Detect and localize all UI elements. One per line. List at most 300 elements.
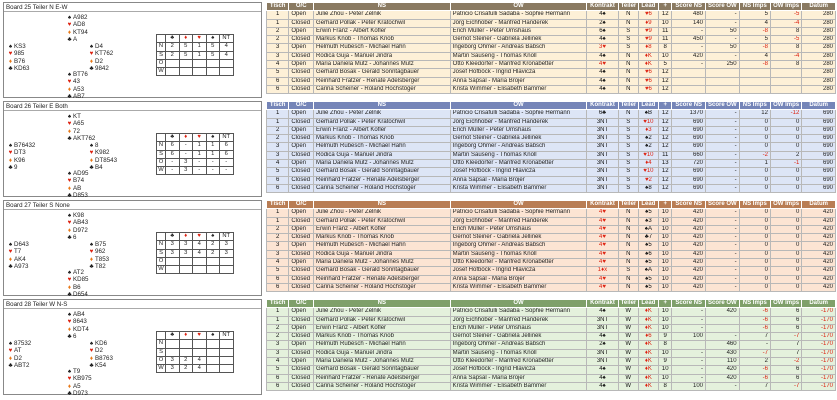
score-ow: - bbox=[706, 168, 740, 176]
ns-pair: Maria Daniela Mutz - Johannes Mutz bbox=[314, 259, 451, 267]
dd-tricks bbox=[220, 356, 234, 364]
result-row[interactable] bbox=[267, 259, 836, 267]
ow-imps: -12 bbox=[770, 110, 801, 118]
diamond-icon: ♦ bbox=[67, 127, 72, 135]
dd-row bbox=[157, 266, 234, 274]
header-ow-imps: OW Imps bbox=[770, 201, 801, 209]
result-row[interactable] bbox=[267, 374, 836, 382]
east-heart-cards: KT762 bbox=[95, 50, 114, 58]
table-number: 1 bbox=[267, 316, 289, 324]
result-row[interactable] bbox=[267, 382, 836, 390]
dd-tricks: - bbox=[220, 158, 234, 166]
lead: ♦K bbox=[638, 308, 658, 316]
dd-tricks: 6 bbox=[166, 142, 180, 150]
south-spade-cards: AD95 bbox=[73, 170, 89, 177]
east-hand bbox=[88, 142, 146, 172]
score-ow: - bbox=[706, 209, 740, 217]
open-closed: Closed bbox=[289, 275, 314, 283]
west-heart-cards: AT bbox=[14, 347, 22, 355]
header-dealer: Teiler bbox=[618, 3, 638, 11]
result-row[interactable] bbox=[267, 61, 836, 69]
dd-tricks bbox=[220, 257, 234, 265]
ns-pair: Helmuth Rubesch - Michael Hahn bbox=[314, 143, 451, 151]
north-spade-line bbox=[66, 311, 124, 318]
dealer: W bbox=[618, 333, 638, 341]
contract: 4♠ bbox=[587, 77, 618, 85]
dealer: S bbox=[618, 168, 638, 176]
west-diamond-line bbox=[7, 58, 65, 65]
west-spade-cards: B76432 bbox=[14, 142, 36, 149]
result-row[interactable] bbox=[267, 209, 836, 217]
date: 690 bbox=[802, 184, 836, 192]
result-row[interactable] bbox=[267, 358, 836, 366]
score-ow: - bbox=[706, 267, 740, 275]
ns-pair: Helmuth Rubesch - Michael Hahn bbox=[314, 341, 451, 349]
tricks: 10 bbox=[658, 308, 671, 316]
club-icon: ♣ bbox=[89, 164, 94, 172]
date: 280 bbox=[802, 27, 836, 35]
dealer: W bbox=[618, 308, 638, 316]
table-number: 5 bbox=[267, 267, 289, 275]
dealer: W bbox=[618, 358, 638, 366]
dealer: W bbox=[618, 341, 638, 349]
dd-tricks: 6 bbox=[220, 142, 234, 150]
north-hand bbox=[66, 113, 124, 143]
ow-imps: 7 bbox=[770, 349, 801, 357]
dd-tricks: 5 bbox=[206, 51, 220, 59]
header-ns-imps: NS Imps bbox=[739, 102, 770, 110]
diamond-icon: ♦ bbox=[89, 354, 94, 362]
south-diamond-line bbox=[66, 185, 124, 192]
ns-pair: Gerhard Pollak - Peter Kratochwil bbox=[314, 118, 451, 126]
dd-tricks bbox=[220, 340, 234, 348]
ow-pair: Krista Wimmer - Elisabeth Bammer bbox=[450, 283, 587, 291]
dd-tricks: 1 bbox=[193, 150, 207, 158]
ns-imps: 0 bbox=[739, 135, 770, 143]
open-closed: Closed bbox=[289, 267, 314, 275]
tricks: 10 bbox=[658, 366, 671, 374]
ns-imps: 0 bbox=[739, 143, 770, 151]
score-ns: 420 bbox=[672, 217, 706, 225]
score-ow: - bbox=[706, 118, 740, 126]
contract: 2♠ bbox=[587, 19, 618, 27]
ns-pair: Reinhard Fratzer - Renate Adelsberger bbox=[314, 77, 451, 85]
dealer: N bbox=[618, 69, 638, 77]
result-row[interactable] bbox=[267, 341, 836, 349]
double-dummy-table bbox=[156, 232, 234, 274]
ns-imps bbox=[739, 85, 770, 93]
dd-tricks: 3 bbox=[166, 365, 180, 373]
dd-tricks: 2 bbox=[206, 249, 220, 257]
ow-pair: Gernot Steiner - Gabriela Jellinek bbox=[450, 333, 587, 341]
header-contract: Kontrakt bbox=[587, 3, 618, 11]
lead: ♦K bbox=[638, 61, 658, 69]
table-number: 3 bbox=[267, 143, 289, 151]
dd-header-diamond: ♦ bbox=[179, 35, 193, 43]
tricks: 12 bbox=[658, 85, 671, 93]
header-oc: O/C bbox=[289, 102, 314, 110]
west-spade-cards: 87532 bbox=[14, 340, 32, 347]
results-header-row bbox=[267, 102, 836, 110]
lead: ♠5 bbox=[638, 259, 658, 267]
east-club-cards: K54 bbox=[95, 362, 107, 370]
result-row[interactable] bbox=[267, 77, 836, 85]
west-diamond-cards: D2 bbox=[14, 354, 22, 362]
ow-imps: -1 bbox=[770, 160, 801, 168]
ns-imps: -8 bbox=[739, 44, 770, 52]
dd-tricks: 1 bbox=[193, 43, 207, 51]
dd-tricks: 1 bbox=[206, 142, 220, 150]
result-row[interactable] bbox=[267, 267, 836, 275]
west-diamond-cards: K96 bbox=[14, 156, 26, 164]
result-row[interactable] bbox=[267, 366, 836, 374]
results-header-row bbox=[267, 3, 836, 11]
result-row[interactable] bbox=[267, 324, 836, 332]
ow-imps: 0 bbox=[770, 259, 801, 267]
dealer: N bbox=[618, 85, 638, 93]
north-diamond-cards: D972 bbox=[73, 226, 88, 234]
header-score-ns: Score NS bbox=[672, 201, 706, 209]
spade-icon: ♠ bbox=[8, 142, 13, 149]
dealer: N bbox=[618, 110, 638, 118]
result-row[interactable] bbox=[267, 44, 836, 52]
header-score-ow: Score OW bbox=[706, 201, 740, 209]
result-row[interactable] bbox=[267, 151, 836, 159]
ns-pair: Erwin Franz - Albert Kofler bbox=[314, 126, 451, 134]
date: 420 bbox=[802, 267, 836, 275]
tricks: 12 bbox=[658, 126, 671, 134]
table-number: 3 bbox=[267, 242, 289, 250]
result-row[interactable] bbox=[267, 168, 836, 176]
score-ns: - bbox=[672, 27, 706, 35]
open-closed: Open bbox=[289, 160, 314, 168]
ns-pair: Julie Zhou - Peter Zelnik bbox=[314, 308, 451, 316]
result-row[interactable] bbox=[267, 11, 836, 19]
ow-pair: Josef Hofböck - Ingrid Hlavicza bbox=[450, 267, 587, 275]
result-row[interactable] bbox=[267, 118, 836, 126]
heart-icon: ♥ bbox=[67, 219, 72, 227]
result-row[interactable] bbox=[267, 184, 836, 192]
score-ow: - bbox=[706, 19, 740, 27]
result-row[interactable] bbox=[267, 85, 836, 93]
header-dealer: Teiler bbox=[618, 102, 638, 110]
result-row[interactable] bbox=[267, 283, 836, 291]
dd-tricks: 4 bbox=[193, 365, 207, 373]
ns-imps: -6 bbox=[739, 374, 770, 382]
score-ns: - bbox=[672, 349, 706, 357]
dd-row bbox=[157, 68, 234, 76]
dd-header-nt: NT bbox=[220, 332, 234, 340]
dd-tricks: 6 bbox=[220, 150, 234, 158]
ns-imps: -2 bbox=[739, 151, 770, 159]
dd-tricks bbox=[166, 257, 180, 265]
result-row[interactable] bbox=[267, 176, 836, 184]
open-closed: Closed bbox=[289, 349, 314, 357]
header-dealer: Teiler bbox=[618, 300, 638, 308]
north-hand bbox=[66, 14, 124, 44]
open-closed: Closed bbox=[289, 168, 314, 176]
header-tisch: Tisch bbox=[267, 102, 289, 110]
dd-tricks: - bbox=[193, 167, 207, 175]
dd-tricks bbox=[206, 348, 220, 356]
ns-pair: Gerhard Pollak - Peter Kratochwil bbox=[314, 316, 451, 324]
date: 690 bbox=[802, 143, 836, 151]
dd-tricks bbox=[193, 340, 207, 348]
heart-icon: ♥ bbox=[89, 149, 94, 157]
ns-imps: 0 bbox=[739, 176, 770, 184]
open-closed: Open bbox=[289, 126, 314, 134]
club-icon: ♣ bbox=[67, 291, 72, 299]
east-diamond-cards: T853 bbox=[95, 255, 110, 263]
dd-tricks: 2 bbox=[166, 51, 180, 59]
table-number: 1 bbox=[267, 11, 289, 19]
south-club-cards: AB7 bbox=[73, 93, 85, 101]
result-row[interactable] bbox=[267, 27, 836, 35]
result-row[interactable] bbox=[267, 19, 836, 27]
tricks: 10 bbox=[658, 349, 671, 357]
contract: 4♥ bbox=[587, 209, 618, 217]
north-heart-line bbox=[66, 318, 124, 325]
table-number: 1 bbox=[267, 209, 289, 217]
open-closed: Closed bbox=[289, 184, 314, 192]
contract: 4♠ bbox=[587, 382, 618, 390]
north-hand bbox=[66, 311, 124, 341]
date: -170 bbox=[802, 349, 836, 357]
ow-pair: Anna Sapsal - Maria Brojer bbox=[450, 77, 587, 85]
score-ns: 420 bbox=[672, 52, 706, 60]
score-ns: 690 bbox=[672, 184, 706, 192]
ns-pair: Erwin Franz - Albert Kofler bbox=[314, 324, 451, 332]
lead: ♦K bbox=[638, 374, 658, 382]
contract: 3NT bbox=[587, 151, 618, 159]
table-number: 2 bbox=[267, 27, 289, 35]
east-diamond-line bbox=[88, 355, 146, 362]
ow-imps: 6 bbox=[770, 366, 801, 374]
dealer: S bbox=[618, 126, 638, 134]
date: 420 bbox=[802, 283, 836, 291]
dd-header-spade: ♠ bbox=[206, 35, 220, 43]
tricks: 10 bbox=[658, 234, 671, 242]
dd-row bbox=[157, 158, 234, 166]
dd-header-row bbox=[157, 35, 234, 43]
table-number: 6 bbox=[267, 184, 289, 192]
tricks: 10 bbox=[658, 225, 671, 233]
result-row[interactable] bbox=[267, 316, 836, 324]
table-number: 6 bbox=[267, 382, 289, 390]
ns-imps: -8 bbox=[739, 61, 770, 69]
dd-tricks bbox=[179, 68, 193, 76]
dd-tricks: 5 bbox=[179, 51, 193, 59]
ow-pair: Martin Sauseng - Thomas Knoll bbox=[450, 250, 587, 258]
ow-imps: 6 bbox=[770, 374, 801, 382]
ow-imps: 8 bbox=[770, 61, 801, 69]
club-icon: ♣ bbox=[67, 93, 72, 101]
contract: 3NT bbox=[587, 349, 618, 357]
dd-tricks: 3 bbox=[166, 249, 180, 257]
dd-tricks bbox=[220, 68, 234, 76]
ns-imps: -7 bbox=[739, 349, 770, 357]
header-score-ow: Score OW bbox=[706, 102, 740, 110]
ow-imps: 0 bbox=[770, 234, 801, 242]
lead: ♦4 bbox=[638, 160, 658, 168]
table-number: 6 bbox=[267, 77, 289, 85]
header-lead: Lead bbox=[638, 201, 658, 209]
open-closed: Open bbox=[289, 358, 314, 366]
north-heart-cards: AD8 bbox=[73, 21, 86, 29]
south-spade-line bbox=[66, 368, 124, 375]
score-ow bbox=[706, 316, 740, 324]
dd-header-nt: NT bbox=[220, 233, 234, 241]
ow-pair: Krista Wimmer - Elisabeth Bammer bbox=[450, 184, 587, 192]
north-club-cards: AKT762 bbox=[73, 135, 96, 143]
ow-pair: Otto Kleedorfer - Manfred Kronabetter bbox=[450, 259, 587, 267]
header-dealer: Teiler bbox=[618, 201, 638, 209]
dd-direction: O bbox=[157, 158, 166, 166]
contract: 3NT bbox=[587, 358, 618, 366]
dd-tricks bbox=[206, 365, 220, 373]
dd-tricks: - bbox=[179, 142, 193, 150]
north-spade-line bbox=[66, 212, 124, 219]
result-row[interactable] bbox=[267, 126, 836, 134]
result-row[interactable] bbox=[267, 242, 836, 250]
header-contract: Kontrakt bbox=[587, 201, 618, 209]
score-ow bbox=[706, 85, 740, 93]
date: 690 bbox=[802, 151, 836, 159]
contract: 4♠ bbox=[587, 308, 618, 316]
north-diamond-line bbox=[66, 29, 124, 36]
lead: ♠6 bbox=[638, 250, 658, 258]
result-row[interactable] bbox=[267, 52, 836, 60]
ns-imps: 0 bbox=[739, 217, 770, 225]
dd-header-row bbox=[157, 332, 234, 340]
ow-pair: Ingeborg Ohmer - Andreas Babsch bbox=[450, 341, 587, 349]
ns-pair: Carina Scheiner - Roland Hochstöger bbox=[314, 382, 451, 390]
dealer: S bbox=[618, 267, 638, 275]
score-ns bbox=[672, 341, 706, 349]
results-table bbox=[266, 101, 836, 193]
east-heart-cards: K982 bbox=[95, 149, 110, 157]
board-diagram bbox=[3, 2, 262, 101]
date: 280 bbox=[802, 52, 836, 60]
ns-imps: - bbox=[739, 341, 770, 349]
result-row[interactable] bbox=[267, 349, 836, 357]
ow-pair: Anna Sapsal - Maria Brojer bbox=[450, 176, 587, 184]
dd-tricks bbox=[206, 68, 220, 76]
south-heart-line bbox=[66, 78, 124, 85]
lead: ♥6 bbox=[638, 77, 658, 85]
header-score-ns: Score NS bbox=[672, 300, 706, 308]
score-ns: 420 bbox=[672, 267, 706, 275]
west-heart-line bbox=[7, 149, 65, 156]
result-row[interactable] bbox=[267, 250, 836, 258]
ns-pair: Reinhard Fratzer - Renate Adelsberger bbox=[314, 374, 451, 382]
dd-tricks bbox=[179, 59, 193, 67]
west-spade-line bbox=[7, 340, 65, 347]
diamond-icon: ♦ bbox=[67, 28, 72, 36]
score-ow: - bbox=[706, 275, 740, 283]
heart-icon: ♥ bbox=[8, 347, 13, 355]
date: 420 bbox=[802, 225, 836, 233]
ow-imps: 0 bbox=[770, 168, 801, 176]
diamond-icon: ♦ bbox=[67, 325, 72, 333]
dd-header-row bbox=[157, 134, 234, 142]
ow-pair: Otto Kleedorfer - Manfred Kronabetter bbox=[450, 358, 587, 366]
dd-corner bbox=[157, 134, 166, 142]
result-row[interactable] bbox=[267, 333, 836, 341]
lead: ♦K bbox=[638, 382, 658, 390]
result-row[interactable] bbox=[267, 135, 836, 143]
east-diamond-cards: B8763 bbox=[95, 354, 113, 362]
north-diamond-line bbox=[66, 326, 124, 333]
score-ns: 420 bbox=[672, 242, 706, 250]
dd-row bbox=[157, 167, 234, 175]
board-diagram bbox=[3, 299, 262, 398]
west-hand bbox=[7, 142, 65, 172]
contract: 3NT bbox=[587, 118, 618, 126]
ow-pair: Josef Hofböck - Ingrid Hlavicza bbox=[450, 366, 587, 374]
result-row[interactable] bbox=[267, 308, 836, 316]
dd-header-heart: ♥ bbox=[193, 134, 207, 142]
club-icon: ♣ bbox=[89, 65, 94, 73]
ns-pair: Gerhard Pollak - Peter Kratochwil bbox=[314, 217, 451, 225]
ow-imps: -7 bbox=[770, 382, 801, 390]
result-row[interactable] bbox=[267, 160, 836, 168]
south-diamond-line bbox=[66, 284, 124, 291]
heart-icon: ♥ bbox=[67, 375, 72, 383]
score-ow: - bbox=[706, 160, 740, 168]
diamond-icon: ♦ bbox=[89, 57, 94, 65]
dd-row bbox=[157, 348, 234, 356]
dd-direction: N bbox=[157, 340, 166, 348]
ow-imps: 6 bbox=[770, 316, 801, 324]
open-closed: Closed bbox=[289, 135, 314, 143]
score-ow: - bbox=[706, 184, 740, 192]
date: -170 bbox=[802, 324, 836, 332]
dd-header-heart: ♥ bbox=[193, 233, 207, 241]
header-ow: OW bbox=[450, 201, 587, 209]
header-ow-imps: OW Imps bbox=[770, 300, 801, 308]
score-ow: 250 bbox=[706, 61, 740, 69]
heart-icon: ♥ bbox=[67, 21, 72, 29]
date: 420 bbox=[802, 242, 836, 250]
dd-row bbox=[157, 356, 234, 364]
date: 690 bbox=[802, 168, 836, 176]
result-row[interactable] bbox=[267, 234, 836, 242]
result-row[interactable] bbox=[267, 69, 836, 77]
contract: 3NT bbox=[587, 184, 618, 192]
dd-corner bbox=[157, 233, 166, 241]
spade-icon: ♠ bbox=[89, 43, 94, 50]
header-ns: NS bbox=[314, 201, 451, 209]
result-row[interactable] bbox=[267, 225, 836, 233]
contract: 4♠ bbox=[587, 11, 618, 19]
board-title: Board 27 Teiler S None bbox=[4, 201, 261, 210]
score-ns: - bbox=[672, 61, 706, 69]
result-row[interactable] bbox=[267, 275, 836, 283]
open-closed: Closed bbox=[289, 176, 314, 184]
north-heart-cards: AB43 bbox=[73, 219, 89, 227]
diamond-icon: ♦ bbox=[89, 255, 94, 263]
dealer: S bbox=[618, 151, 638, 159]
date: -170 bbox=[802, 308, 836, 316]
result-row[interactable] bbox=[267, 143, 836, 151]
contract: 3NT bbox=[587, 135, 618, 143]
result-row[interactable] bbox=[267, 110, 836, 118]
header-ns: NS bbox=[314, 102, 451, 110]
result-row[interactable] bbox=[267, 217, 836, 225]
result-row[interactable] bbox=[267, 36, 836, 44]
date: -170 bbox=[802, 374, 836, 382]
